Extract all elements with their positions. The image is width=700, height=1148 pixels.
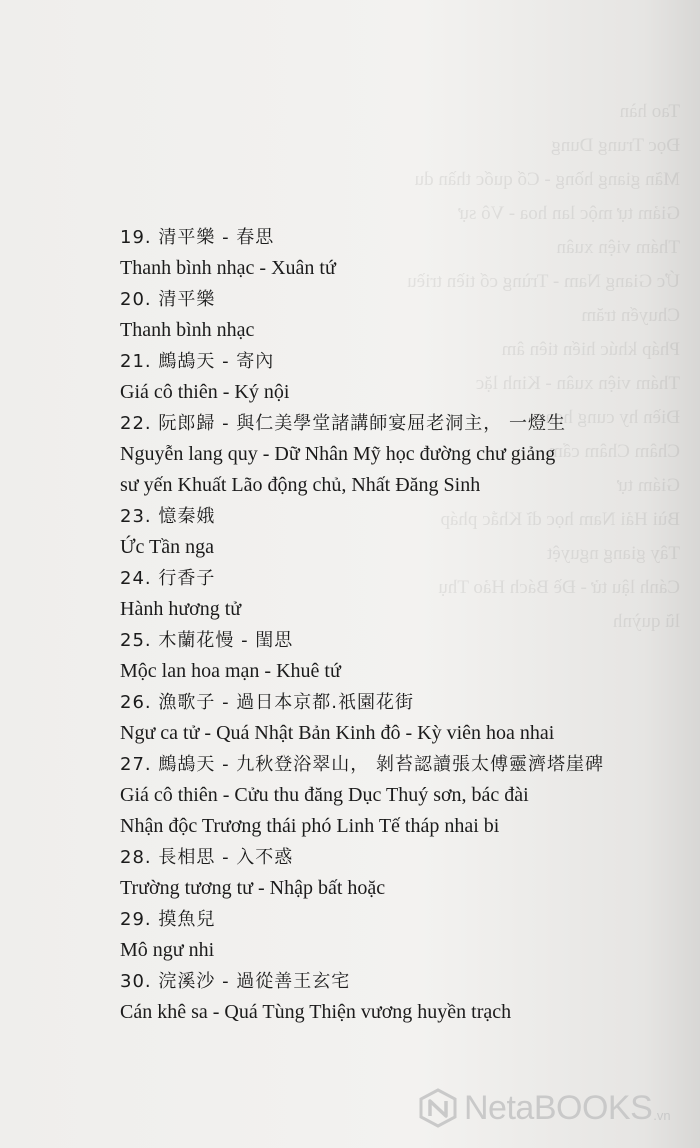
entry-title-vietnamese: Hành hương tử [120, 598, 242, 620]
bleed-line: Thám viện xuân - Kinh lặc [475, 373, 680, 394]
entry-title-chinese: 27. 鷓鴣天 - 九秋登浴翠山， 剝苔認讀張太傅靈濟塔崖碑 [120, 754, 605, 775]
entry-title-chinese: 21. 鷓鴣天 - 寄內 [120, 351, 275, 372]
bleed-line: Điền hy cung hoa [545, 407, 680, 428]
entry-title-chinese: 30. 浣溪沙 - 過從善王玄宅 [120, 971, 351, 992]
entry-title-chinese: 25. 木蘭花慢 - 閨思 [120, 630, 294, 651]
neta-logo-icon [418, 1088, 458, 1128]
bleed-line: Giảm tự mộc lan hoa - Vô sự [458, 203, 680, 224]
entry-title-chinese: 29. 摸魚兒 [120, 909, 216, 930]
bleed-line: Bùi Hải Nam học dĩ Khắc pháp [440, 509, 680, 530]
entry-title-vietnamese: Trường tương tư - Nhập bất hoặc [120, 877, 386, 899]
bleed-line: Đọc Trung Dung [551, 135, 680, 156]
netabooks-watermark [418, 1083, 688, 1133]
bleed-line: Châm Châm cẩm [548, 441, 680, 462]
bleed-line: Giám tự [617, 475, 680, 496]
entry-title-vietnamese: Mô ngư nhi [120, 939, 215, 961]
bleed-line: Ức Giang Nam - Trùng cố tiền triều [407, 271, 680, 292]
bleed-line: Pháp khúc hiến tiên âm [501, 339, 680, 360]
entry-title-chinese: 24. 行香子 [120, 568, 216, 589]
entry-title-vietnamese: Giá cô thiên - Cửu thu đăng Dục Thuý sơn, bác đài [120, 784, 529, 806]
bleed-line: Tây giang nguyệt [547, 543, 680, 564]
entry-title-chinese: 28. 長相思 - 入不惑 [120, 847, 294, 868]
entry-title-chinese: 19. 清平樂 - 春思 [120, 227, 275, 248]
entry-title-chinese: 22. 阮郎歸 - 與仁美學堂諸講師宴屈老洞主， 一燈生 [120, 413, 567, 434]
poem-list [120, 222, 640, 1028]
bleed-line: Chuyến trăm [581, 305, 680, 326]
entry-title-vietnamese: sư yến Khuất Lão động chủ, Nhất Đăng Sinh [120, 474, 481, 496]
entry-title-vietnamese: Ức Tần nga [120, 536, 215, 558]
entry-title-vietnamese: Nhận độc Trương thái phó Linh Tế tháp nhai bi [120, 815, 500, 837]
entry-title-vietnamese: Giá cô thiên - Ký nội [120, 381, 290, 403]
entry-title-vietnamese: Thanh bình nhạc - Xuân tứ [120, 257, 336, 279]
bleed-line: lũ quỳnh [612, 611, 680, 632]
entry-title-chinese: 26. 漁歌子 - 過日本京都.祇園花街 [120, 692, 415, 713]
bleed-line: Cánh lậu tử - Đề Bách Hảo Thụ [438, 577, 680, 598]
watermark-brand: NetaBOOKS [464, 1088, 653, 1127]
entry-title-vietnamese: Cán khê sa - Quá Tùng Thiện vương huyền trạch [120, 1001, 512, 1023]
entry-title-vietnamese: Mộc lan hoa mạn - Khuê tứ [120, 660, 341, 682]
entry-title-vietnamese: Thanh bình nhạc [120, 319, 255, 341]
entry-title-chinese: 20. 清平樂 [120, 289, 216, 310]
entry-title-chinese: 23. 憶秦娥 [120, 506, 216, 527]
bleed-line: Thám viện xuân [556, 237, 680, 258]
entry-title-vietnamese: Ngư ca tử - Quá Nhật Bản Kinh đô - Kỳ viên hoa nhai [120, 722, 555, 744]
watermark-suffix: .vn [653, 1107, 671, 1123]
bleed-line: Mãn giang hồng - Cố quốc thần du [414, 169, 680, 190]
bleed-line: Tao hàn [619, 101, 680, 122]
entry-title-vietnamese: Nguyễn lang quy - Dữ Nhân Mỹ học đường chư giảng [120, 443, 556, 465]
